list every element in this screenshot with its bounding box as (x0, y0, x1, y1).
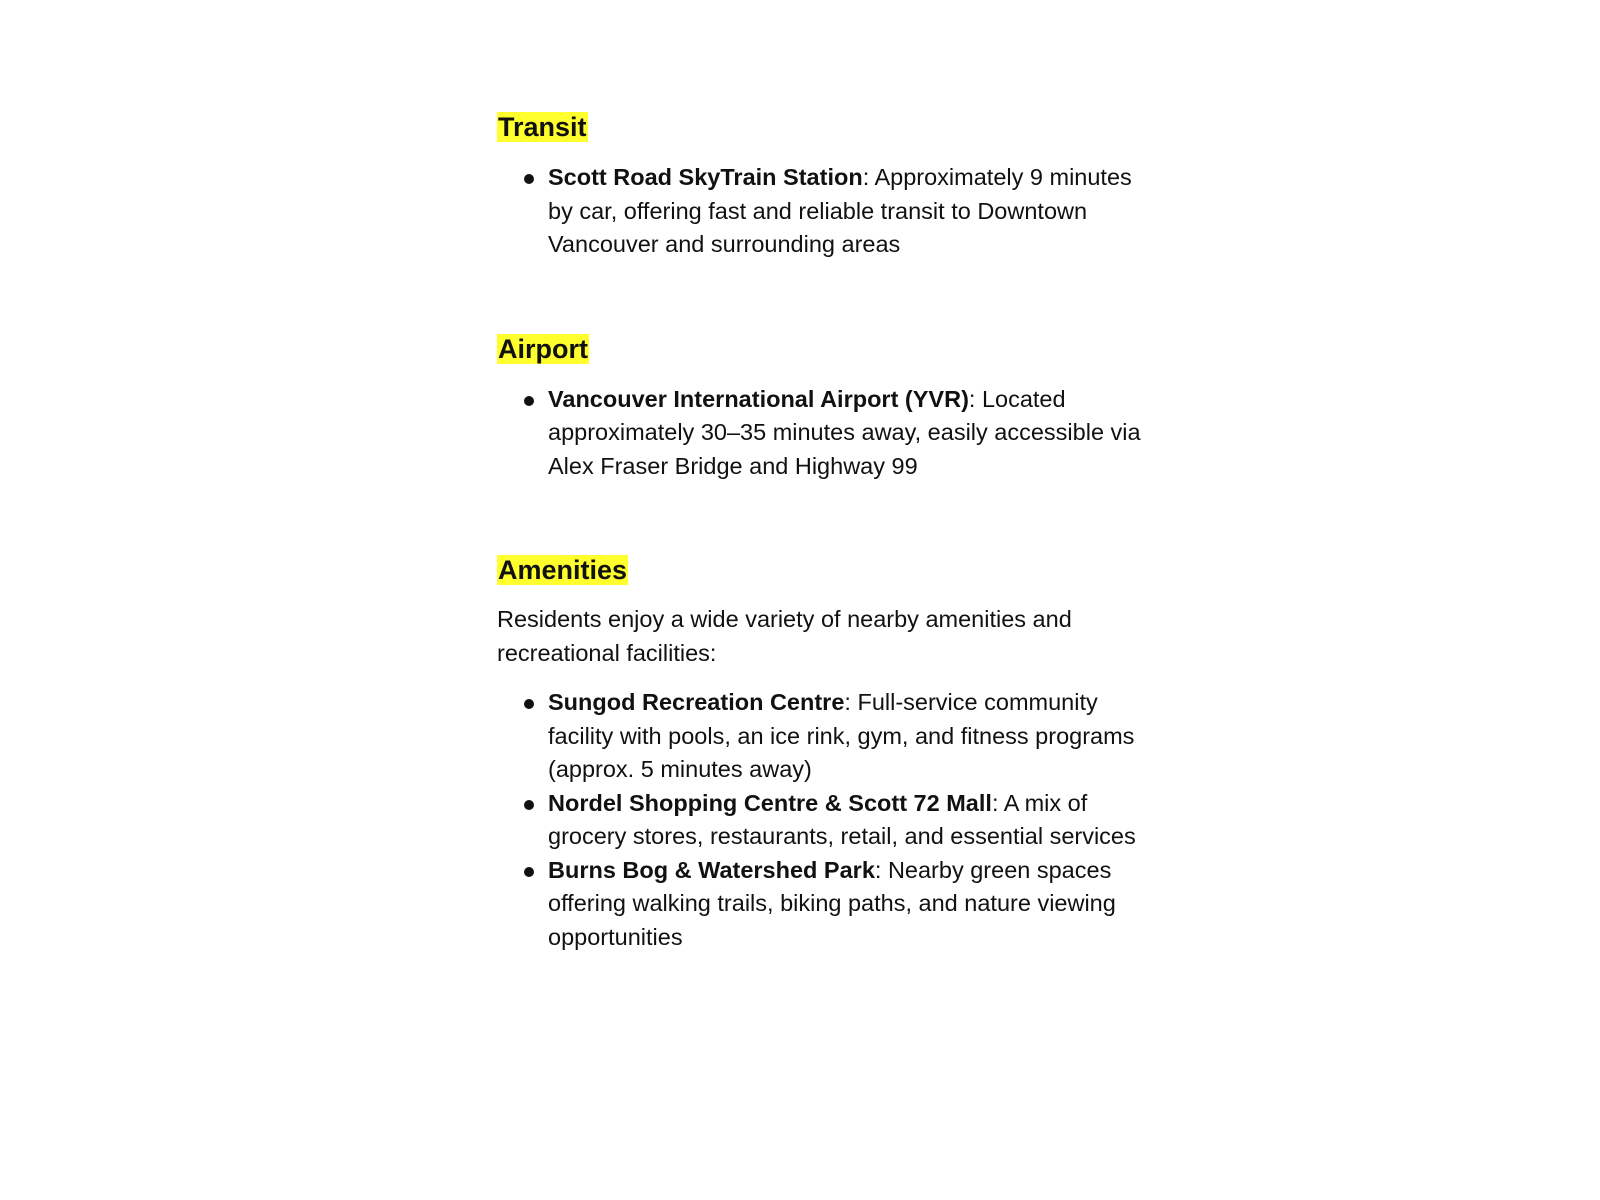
bullet-icon (524, 867, 534, 877)
item-term: Scott Road SkyTrain Station (548, 164, 863, 190)
item-description: : Nearby green spaces offering walking trails, biking paths, and nature viewing opportunities (548, 856, 1116, 950)
item-term: Burns Bog & Watershed Park (548, 856, 875, 883)
section-intro: Residents enjoy a wide variety of nearby amenities and recreational facilities: (497, 606, 1072, 666)
section-airport (497, 330, 1157, 484)
bullet-icon (524, 800, 534, 810)
item-description: : Located approximately 30–35 minutes away, easily accessible via Alex Fraser Bridge and Highway 99 (548, 385, 1141, 479)
item-description: : Full-service community facility with pools, an ice rink, gym, and fitness programs (approx. 5 minutes away) (548, 689, 1135, 782)
item-description: : Approximately 9 minutes by car, offering fast and reliable transit to Downtown Vancouver and surrounding areas (548, 164, 1132, 257)
section-heading (497, 551, 1157, 589)
list-item (497, 161, 1157, 262)
list-item (497, 383, 1157, 484)
bullet-list (497, 161, 1157, 262)
item-description: : A mix of grocery stores, restaurants, retail, and essential services (548, 789, 1136, 849)
document-body (497, 108, 1157, 954)
section-heading (497, 330, 1157, 368)
bullet-list (497, 383, 1157, 484)
section-amenities (497, 551, 1157, 954)
bullet-icon (524, 699, 534, 709)
bullet-icon (524, 174, 534, 184)
bullet-icon (524, 396, 534, 406)
list-item (497, 854, 1157, 955)
item-term: Vancouver International Airport (YVR) (548, 385, 969, 412)
item-term: Nordel Shopping Centre & Scott 72 Mall (548, 789, 992, 816)
highlighted-heading-text: Amenities (498, 555, 628, 585)
list-item (497, 787, 1157, 854)
bullet-list (497, 686, 1157, 954)
item-term: Sungod Recreation Centre (548, 689, 845, 715)
section-heading (497, 108, 1157, 146)
highlighted-heading-text: Transit (498, 112, 587, 142)
section-transit (497, 108, 1157, 262)
highlighted-heading-text: Airport (498, 333, 588, 364)
list-item (497, 686, 1157, 787)
